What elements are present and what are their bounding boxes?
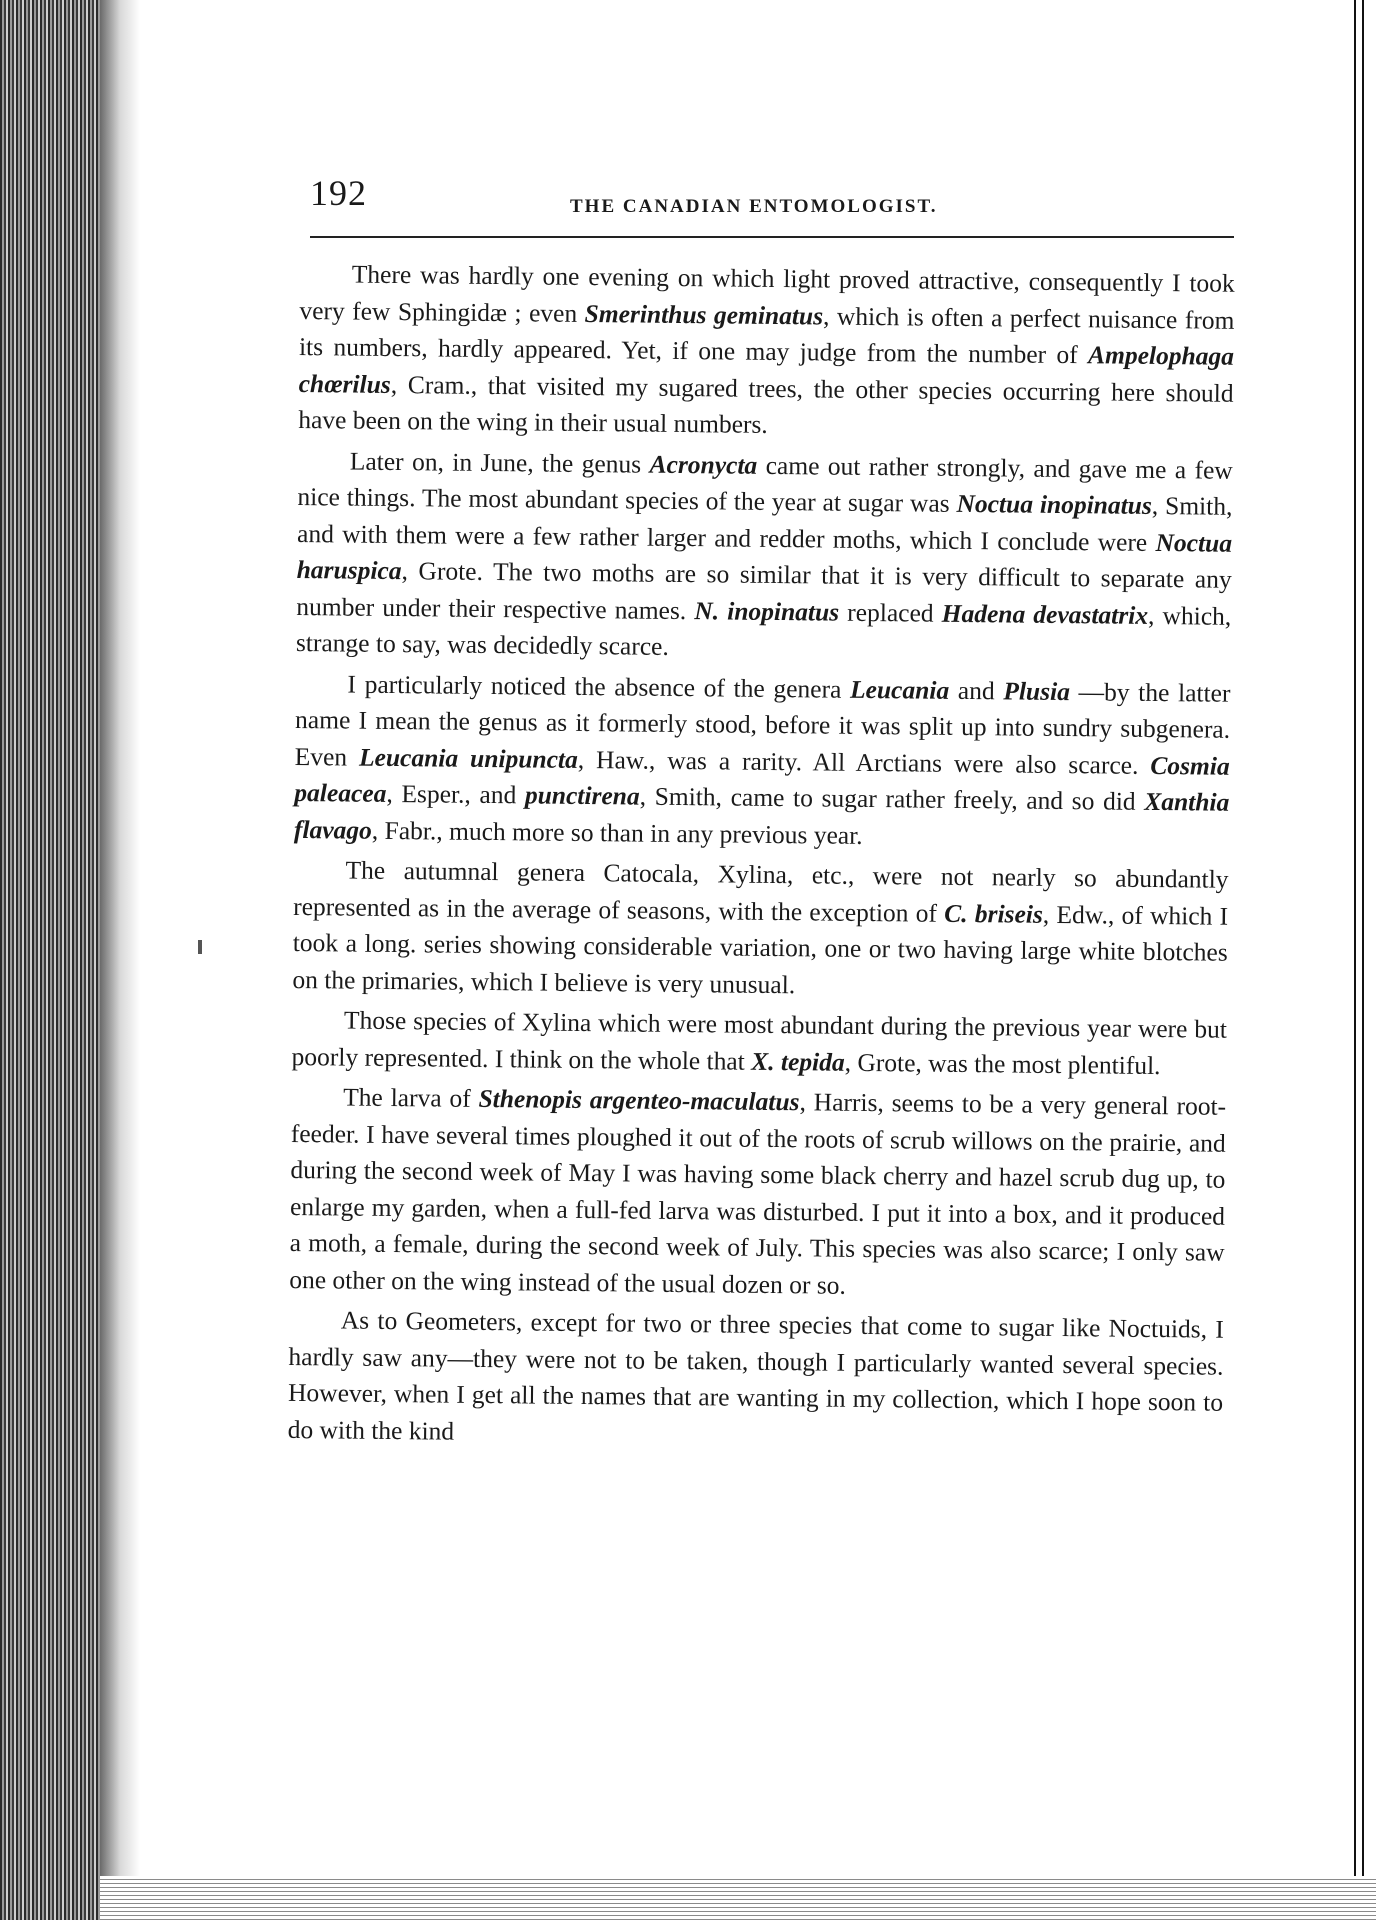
- text-run: , Smith, and with them were a few rather larger and redder moths, which I conclude were: [296, 490, 1233, 557]
- italic-species-name: N. inopinatus: [694, 595, 840, 627]
- text-run: , Edw., of which I took a long. series showing considerable variation, one or two having large white blotches on the primaries, which I believe is very unusual.: [292, 899, 1229, 999]
- text-run: There was hardly one evening on which light proved attractive, consequently I took very few Sphingidæ ; even: [299, 259, 1235, 328]
- text-run: , which, strange to say, was decidedly scarce.: [295, 600, 1232, 661]
- paragraph: [296, 442, 1233, 671]
- text-run: , Smith, came to sugar rather freely, and so did: [639, 781, 1145, 816]
- text-run: , Fabr., much more so than in any previous year.: [371, 815, 863, 850]
- italic-species-name: punctirena: [524, 780, 640, 811]
- paragraph: [288, 1302, 1224, 1458]
- paragraph: [292, 852, 1228, 1008]
- text-run: As to Geometers, except for two or three species that come to sugar like Noctuids, I hardly saw any—they were not to be taken, though I particularly wanted several species. However, when I get all the names that are wanting in my collection, which I hope soon to do with the kind: [287, 1305, 1224, 1446]
- italic-species-name: Leucania: [849, 674, 950, 705]
- italic-species-name: Noctua inopinatus: [956, 488, 1153, 520]
- binding-shadow: [100, 0, 140, 1920]
- text-run: replaced: [839, 597, 942, 628]
- page-number: 192: [310, 173, 367, 213]
- paragraph: [294, 665, 1231, 857]
- text-run: , which is often a perfect nuisance from its numbers, hardly appeared. Yet, if one may judge from the number of: [298, 300, 1235, 370]
- italic-species-name: Acronycta: [649, 449, 758, 480]
- text-run: , Cram., that visited my sugared trees, the other species occurring here should have been on the wing in their usual numbers.: [298, 369, 1234, 439]
- italic-species-name: Xanthia flavago: [293, 786, 1230, 845]
- italic-species-name: Plusia: [1003, 675, 1071, 706]
- paragraph: [289, 1079, 1226, 1308]
- text-run: , Grote. The two moths are so similar that it is very difficult to separate any number under their respective names.: [296, 556, 1232, 625]
- paragraph: [291, 1002, 1227, 1085]
- italic-species-name: Leucania unipuncta: [358, 742, 579, 774]
- italic-species-name: X. tepida: [751, 1046, 845, 1077]
- italic-species-name: Smerinthus geminatus: [584, 298, 824, 330]
- italic-species-name: C. briseis: [944, 898, 1044, 929]
- italic-species-name: Cosmia paleacea: [294, 750, 1230, 808]
- italic-species-name: Ampelophaga chœrilus: [298, 340, 1235, 399]
- text-run: , Esper., and: [386, 778, 526, 810]
- running-title: THE CANADIAN ENTOMOLOGIST.: [570, 196, 938, 217]
- text-run: came out rather strongly, and gave me a few nice things. The most abundant species of the year at sugar was: [297, 450, 1233, 518]
- paragraph: [298, 256, 1235, 448]
- running-header: [310, 172, 1230, 222]
- text-run: I particularly noticed the absence of the genera: [347, 669, 851, 704]
- text-run: , Haw., was a rarity. All Arctians were also scarce.: [577, 744, 1151, 780]
- text-run: and: [949, 675, 1004, 705]
- text-run: —by the latter name I mean the genus as it formerly stood, before it was split up into sundry subgenera. Even: [294, 676, 1231, 772]
- text-run: , Grote, was the most plentiful.: [844, 1047, 1161, 1080]
- text-run: The autumnal genera Catocala, Xylina, etc., were not nearly so abundantly represented as in the average of seasons, with the exception of: [293, 855, 1229, 928]
- text-run: Later on, in June, the genus: [349, 446, 650, 479]
- header-rule: [310, 236, 1234, 238]
- scan-speck: [198, 940, 202, 954]
- italic-species-name: Hadena devastatrix: [941, 598, 1149, 630]
- italic-species-name: Noctua haruspica: [296, 527, 1233, 586]
- text-run: The larva of: [343, 1082, 479, 1113]
- page-bottom-edges: [100, 1876, 1376, 1920]
- page-right-edge: [1354, 0, 1376, 1920]
- text-run: Those species of Xylina which were most abundant during the previous year were but poorly represented. I think on the whole that: [291, 1005, 1228, 1076]
- italic-species-name: Sthenopis argenteo-maculatus: [478, 1083, 800, 1117]
- article-body: [287, 256, 1234, 1462]
- text-run: , Harris, seems to be a very general root-feeder. I have several times ploughed it out of the roots of scrub willows on the prairie, and during the second week of May I was having some black cherry and hazel scrub dug up, to enlarge my garden, when a full-fed larva was disturbed. I put it into a box, and it produced a moth, a female, during the second week of July. This species was also scarce; I only saw one other on the wing instead of the usual dozen or so.: [289, 1087, 1227, 1300]
